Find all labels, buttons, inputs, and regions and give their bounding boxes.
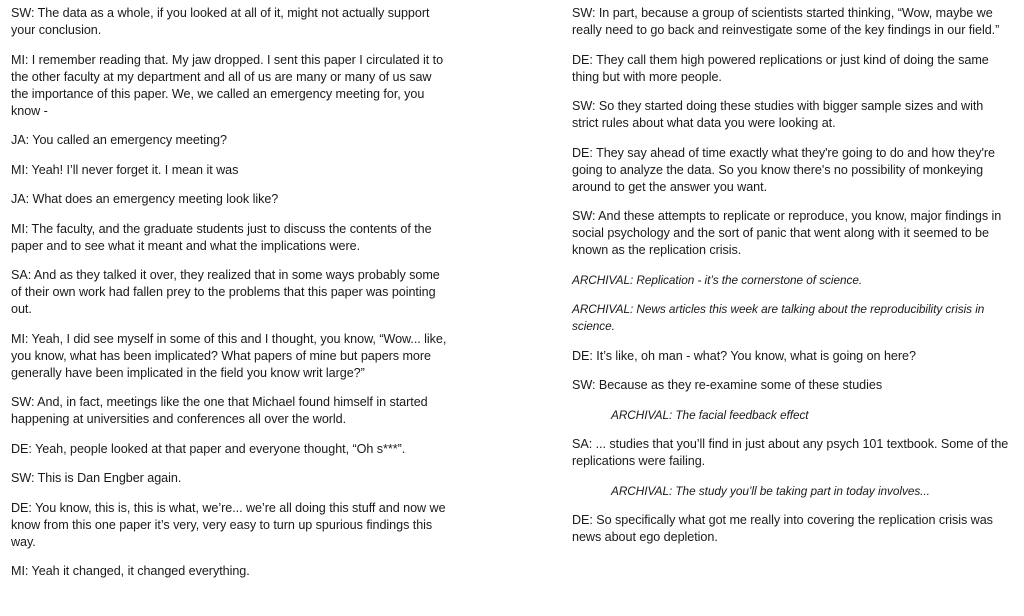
transcript-paragraph: MI: The faculty, and the graduate students just to discuss the contents of the paper and to see what it meant and what the implications were. [11, 221, 432, 253]
archival-clip: ARCHIVAL: News articles this week are talking about the reproducibility crisis in science. [572, 302, 985, 333]
transcript-paragraph: SW: In part, because a group of scientists started thinking, “Wow, maybe we really need to go back and reinvestigate some of the key findings in our field.” [572, 6, 1000, 37]
transcript-paragraph: DE: So specifically what got me really into covering the replication crisis was news about ego depletion. [572, 513, 993, 544]
transcript-paragraph: JA: What does an emergency meeting look like? [11, 192, 279, 206]
transcript-paragraph: SW: So they started doing these studies with bigger sample sizes and with strict rules about what data you were looking at. [572, 99, 984, 130]
transcript-paragraph: SW: And, in fact, meetings like the one that Michael found himself in started happening at universities and conferences all over the world. [11, 395, 428, 426]
transcript-paragraph: DE: It’s like, oh man - what? You know, what is going on here? [572, 348, 916, 363]
transcript-paragraph: DE: You know, this is, this is what, we’re... we’re all doing this stuff and now we know from this one paper it’s very, very easy to turn up spurious findings this way. [11, 500, 446, 549]
transcript-paragraph: DE: They say ahead of time exactly what they're going to do and how they're going to analyze the data. So you know there's no possibility of monkeying around to get the answer you want. [572, 145, 995, 194]
transcript-paragraph: MI: Yeah! I’ll never forget it. I mean it was [11, 162, 239, 177]
transcript-paragraph: SW: This is Dan Engber again. [11, 471, 182, 485]
transcript-paragraph: SA: And as they talked it over, they realized that in some ways probably some of their own work had fallen prey to the problems that this paper was pointing out. [11, 268, 440, 316]
transcript-paragraph: SW: And these attempts to replicate or reproduce, you know, major findings in social psychology and the sort of panic that went along with it seemed to be known as the replication crisis. [572, 209, 1002, 257]
transcript-right-column [572, 5, 1012, 559]
transcript-left-column [11, 5, 448, 593]
transcript-paragraph: SW: The data as a whole, if you looked at all of it, might not actually support your conclusion. [11, 6, 430, 37]
transcript-paragraph: DE: They call them high powered replications or just kind of doing the same thing but with more people. [572, 52, 989, 84]
transcript-paragraph: MI: I remember reading that. My jaw dropped. I sent this paper I circulated it to the other faculty at my department and all of us are many or many of us saw the importance of this paper. We, we called an emergency meeting for, you know - [11, 52, 444, 118]
transcript-paragraph: SA: ... studies that you’ll find in just about any psych 101 textbook. Some of the replications were failing. [572, 437, 1009, 468]
archival-clip: ARCHIVAL: Replication - it’s the cornerstone of science. [572, 272, 863, 287]
archival-clip-indented: ARCHIVAL: The study you’ll be taking part in today involves... [611, 483, 930, 498]
transcript-paragraph: MI: Yeah it changed, it changed everything. [11, 564, 250, 578]
transcript-paragraph: DE: Yeah, people looked at that paper and everyone thought, “Oh s***”. [11, 441, 406, 456]
transcript-paragraph: SW: Because as they re-examine some of these studies [572, 378, 883, 392]
transcript-paragraph: MI: Yeah, I did see myself in some of this and I thought, you know, “Wow... like, you know, what has been implicated? What papers of mine but papers more generally have been implicated in the field you know writ large?” [11, 331, 447, 380]
transcript-paragraph: JA: You called an emergency meeting? [11, 133, 227, 147]
archival-clip-indented: ARCHIVAL: The facial feedback effect [611, 407, 809, 422]
